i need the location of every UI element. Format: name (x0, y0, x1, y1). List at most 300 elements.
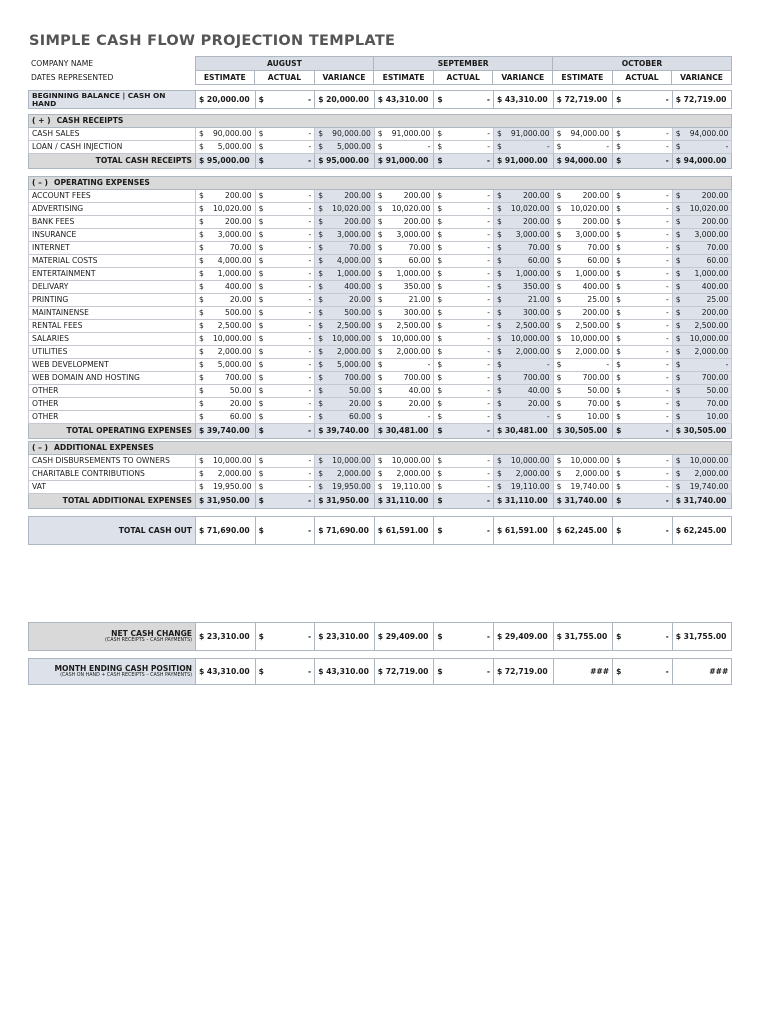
currency-symbol: $ (377, 412, 383, 421)
operating-expenses-table (28, 176, 732, 439)
value-cell (196, 255, 256, 268)
total-value-cell (493, 659, 553, 685)
value-cell (434, 481, 494, 494)
value-cell (434, 229, 494, 242)
value-cell (672, 242, 732, 255)
value-cell (613, 320, 673, 333)
value-cell (493, 128, 553, 141)
subheader-actual: ACTUAL (255, 71, 315, 85)
amount: - (487, 347, 490, 356)
currency-symbol: $ (496, 269, 502, 278)
row-label: LOAN / CASH INJECTION (29, 141, 196, 154)
currency-symbol: $ (437, 399, 443, 408)
value-cell (434, 320, 494, 333)
dash-value: - (665, 525, 669, 535)
value-cell (613, 398, 673, 411)
amount: - (427, 142, 431, 151)
currency-symbol: $ (496, 456, 502, 465)
total-amount: $ 31,740.00 (675, 496, 727, 505)
amount: 2,000.00 (575, 469, 610, 478)
currency-symbol: $ (258, 334, 264, 343)
currency-symbol: $ (318, 282, 324, 291)
amount: 700.00 (522, 373, 550, 382)
value-cell (613, 481, 673, 494)
value-cell (434, 216, 494, 229)
value-cell (255, 190, 315, 203)
currency-symbol: $ (377, 142, 383, 151)
amount: - (308, 334, 312, 343)
row-label: RENTAL FEES (29, 320, 196, 333)
amount: - (725, 360, 729, 369)
amount: - (666, 469, 669, 478)
amount: - (308, 469, 312, 478)
currency-symbol: $ (199, 256, 204, 265)
amount: 20.00 (349, 399, 371, 408)
currency-symbol: $ (616, 282, 621, 291)
currency-symbol: $ (616, 156, 622, 165)
value-cell (196, 385, 256, 398)
total-value-cell (613, 623, 673, 651)
month-ending-cash-table (28, 658, 732, 685)
total-value-cell (672, 623, 732, 651)
value-cell (493, 203, 553, 216)
section-total-label: TOTAL CASH RECEIPTS (29, 154, 196, 169)
amount: - (487, 217, 490, 226)
amount: 1,000.00 (575, 269, 610, 278)
currency-symbol: $ (437, 295, 443, 304)
amount: 2,000.00 (217, 347, 252, 356)
amount: - (308, 482, 312, 491)
row-label: CHARITABLE CONTRIBUTIONS (29, 468, 196, 481)
value-cell (434, 242, 494, 255)
row-note: (CASH ON HAND + CASH RECEIPTS – CASH PAYMENTS) (60, 673, 192, 678)
total-value-cell (553, 494, 613, 509)
currency-symbol: $ (258, 308, 264, 317)
amount: 10,000.00 (332, 456, 371, 465)
currency-symbol: $ (437, 496, 443, 505)
value-cell (374, 268, 434, 281)
dates-represented-label: DATES REPRESENTED (31, 72, 114, 82)
table-row (29, 385, 732, 398)
total-value-cell (672, 424, 732, 439)
amount: - (308, 269, 312, 278)
value-cell (315, 229, 375, 242)
total-value-cell (255, 623, 315, 651)
value-cell (553, 128, 613, 141)
value-cell (374, 190, 434, 203)
value-cell (255, 372, 315, 385)
amount: 2,500.00 (217, 321, 252, 330)
currency-symbol: $ (377, 482, 383, 491)
currency-symbol: $ (616, 347, 621, 356)
table-row (29, 398, 732, 411)
total-amount: $ 43,310.00 (318, 666, 369, 676)
value-cell (672, 307, 732, 320)
amount: 19,950.00 (332, 482, 371, 491)
amount: - (487, 256, 490, 265)
amount: 19,740.00 (570, 482, 610, 491)
value-cell (255, 268, 315, 281)
total-value-cell (493, 623, 553, 651)
dash-value: - (308, 94, 312, 104)
value-cell (374, 481, 434, 494)
currency-symbol: $ (377, 360, 383, 369)
currency-symbol: $ (318, 217, 324, 226)
amount: - (487, 142, 490, 151)
currency-symbol: $ (199, 269, 204, 278)
table-row (29, 229, 732, 242)
amount: 2,000.00 (396, 469, 431, 478)
amount: 50.00 (706, 386, 729, 395)
currency-symbol: $ (377, 373, 383, 382)
currency-symbol: $ (377, 347, 383, 356)
value-cell (493, 216, 553, 229)
currency-symbol: $ (675, 386, 681, 395)
value-cell (493, 255, 553, 268)
value-cell (613, 229, 673, 242)
amount: 21.00 (527, 295, 550, 304)
value-cell (672, 216, 732, 229)
total-amount: $ 23,310.00 (318, 631, 369, 641)
value-cell (493, 294, 553, 307)
currency-symbol: $ (437, 269, 443, 278)
dash-value: - (665, 156, 669, 165)
value-cell (196, 481, 256, 494)
total-value-cell (613, 517, 673, 545)
value-cell (493, 481, 553, 494)
currency-symbol: $ (496, 256, 502, 265)
value-cell (315, 203, 375, 216)
total-value-cell (434, 494, 494, 509)
beginning-balance-label: BEGINNING BALANCE | CASH ON HAND (29, 91, 196, 109)
total-value-cell (196, 517, 256, 545)
currency-symbol: $ (258, 142, 264, 151)
amount: 10,020.00 (570, 204, 610, 213)
value-cell (672, 372, 732, 385)
total-amount: $ 31,740.00 (556, 496, 608, 505)
currency-symbol: $ (437, 129, 443, 138)
amount: - (666, 204, 669, 213)
dash-value: - (308, 666, 312, 676)
currency-symbol: $ (437, 191, 443, 200)
value-cell (315, 141, 375, 154)
amount: 70.00 (527, 243, 550, 252)
amount: 10,000.00 (570, 334, 610, 343)
value-cell (196, 468, 256, 481)
dash-value: - (486, 666, 490, 676)
total-amount: $ 29,409.00 (496, 631, 548, 641)
value-cell (672, 268, 732, 281)
value-cell (553, 372, 613, 385)
value-cell (672, 481, 732, 494)
dash-value: - (308, 525, 312, 535)
value-cell (255, 255, 315, 268)
value-cell (374, 229, 434, 242)
total-value-cell (613, 154, 673, 169)
amount: 350.00 (403, 282, 431, 291)
amount: 300.00 (403, 308, 431, 317)
dash-value: - (665, 631, 669, 641)
total-value-cell (315, 517, 375, 545)
amount: 500.00 (225, 308, 252, 317)
currency-symbol: $ (556, 399, 562, 408)
value-cell (374, 333, 434, 346)
amount: 91,000.00 (391, 129, 431, 138)
currency-symbol: $ (616, 496, 622, 505)
amount: - (487, 269, 490, 278)
amount: 2,000.00 (336, 347, 371, 356)
amount: 10,000.00 (391, 456, 431, 465)
currency-symbol: $ (556, 295, 562, 304)
value-cell (374, 398, 434, 411)
amount: 400.00 (701, 282, 729, 291)
currency-symbol: $ (258, 94, 264, 104)
amount: 94,000.00 (689, 129, 729, 138)
amount: - (487, 321, 490, 330)
value-cell (255, 385, 315, 398)
amount: 500.00 (344, 308, 371, 317)
value-cell (672, 229, 732, 242)
amount: 2,000.00 (336, 469, 371, 478)
row-label: UTILITIES (29, 346, 196, 359)
currency-symbol: $ (318, 347, 324, 356)
value-cell (672, 455, 732, 468)
value-cell (374, 372, 434, 385)
currency-symbol: $ (258, 386, 264, 395)
currency-symbol: $ (616, 191, 621, 200)
amount: 70.00 (587, 399, 610, 408)
total-amount: $ 30,505.00 (556, 426, 608, 435)
value-cell (315, 128, 375, 141)
total-value-cell (553, 424, 613, 439)
currency-symbol: $ (496, 334, 502, 343)
row-label: ADVERTISING (29, 203, 196, 216)
amount: 5,000.00 (336, 360, 371, 369)
amount: 70.00 (706, 243, 729, 252)
total-amount: $ 39,740.00 (199, 426, 250, 435)
value-cell (434, 307, 494, 320)
value-cell (553, 307, 613, 320)
currency-symbol: $ (199, 386, 204, 395)
currency-symbol: $ (318, 456, 324, 465)
dash-value: - (308, 426, 312, 435)
value-cell (493, 398, 553, 411)
amount: 50.00 (349, 386, 371, 395)
currency-symbol: $ (556, 256, 562, 265)
amount: 200.00 (701, 191, 729, 200)
amount: - (546, 142, 550, 151)
value-cell (255, 481, 315, 494)
value-cell (315, 294, 375, 307)
amount: - (487, 482, 490, 491)
value-cell (553, 229, 613, 242)
value-cell (315, 398, 375, 411)
total-amount: $ 29,409.00 (377, 631, 429, 641)
currency-symbol: $ (437, 412, 443, 421)
currency-symbol: $ (556, 243, 562, 252)
amount: 2,500.00 (575, 321, 610, 330)
beginning-value-cell (672, 91, 732, 109)
amount: - (487, 373, 490, 382)
value-cell (672, 190, 732, 203)
value-cell (434, 268, 494, 281)
value-cell (255, 128, 315, 141)
section-title-text: ADDITIONAL EXPENSES (54, 443, 154, 452)
row-label: CASH SALES (29, 128, 196, 141)
value-cell (255, 468, 315, 481)
currency-symbol: $ (496, 230, 502, 239)
amount: 2,000.00 (217, 469, 252, 478)
amount: 70.00 (229, 243, 252, 252)
subheader-estimate: ESTIMATE (553, 71, 613, 85)
currency-symbol: $ (199, 142, 204, 151)
total-value-cell (255, 517, 315, 545)
company-name-label: COMPANY NAME (31, 58, 94, 68)
table-row (29, 294, 732, 307)
amount: - (666, 386, 669, 395)
value-cell (493, 281, 553, 294)
currency-symbol: $ (675, 243, 681, 252)
currency-symbol: $ (496, 399, 502, 408)
currency-symbol: $ (616, 412, 621, 421)
value-cell (434, 346, 494, 359)
value-cell (553, 320, 613, 333)
amount: 40.00 (408, 386, 431, 395)
total-value-cell (613, 424, 673, 439)
amount: 10,000.00 (570, 456, 610, 465)
amount: 5,000.00 (217, 360, 252, 369)
amount: 200.00 (225, 191, 252, 200)
value-cell (315, 281, 375, 294)
section-sign: ( – ) (32, 443, 49, 452)
value-cell (315, 268, 375, 281)
value-cell (672, 333, 732, 346)
currency-symbol: $ (556, 191, 562, 200)
section-title (29, 115, 732, 128)
dash-value: - (308, 631, 312, 641)
currency-symbol: $ (377, 256, 383, 265)
amount: - (666, 142, 669, 151)
currency-symbol: $ (496, 243, 502, 252)
total-amount: $ 31,110.00 (377, 496, 429, 505)
amount: 2,500.00 (396, 321, 431, 330)
total-value-cell (255, 424, 315, 439)
table-row (29, 190, 732, 203)
currency-symbol: $ (199, 347, 204, 356)
amount: 3,000.00 (694, 230, 729, 239)
value-cell (672, 320, 732, 333)
amount: 25.00 (587, 295, 610, 304)
value-cell (434, 372, 494, 385)
currency-symbol: $ (675, 269, 681, 278)
currency-symbol: $ (616, 321, 621, 330)
beginning-value-cell (613, 91, 673, 109)
value-cell (553, 190, 613, 203)
currency-symbol: $ (496, 308, 502, 317)
amount: - (546, 412, 550, 421)
amount: 10,020.00 (332, 204, 371, 213)
dash-value: - (308, 156, 312, 165)
total-value-cell (315, 494, 375, 509)
currency-symbol: $ (377, 386, 383, 395)
value-cell (493, 333, 553, 346)
amount: 25.00 (706, 295, 729, 304)
value-cell (255, 411, 315, 424)
currency-symbol: $ (675, 191, 681, 200)
value-cell (196, 242, 256, 255)
row-label: INTERNET (29, 242, 196, 255)
currency-symbol: $ (258, 469, 264, 478)
amount: 19,950.00 (212, 482, 252, 491)
total-amount: $ 94,000.00 (556, 156, 608, 165)
total-amount: $ 31,755.00 (675, 631, 727, 641)
amount: 1,000.00 (336, 269, 371, 278)
total-value-cell (196, 623, 256, 651)
amount: - (308, 295, 312, 304)
currency-symbol: $ (199, 456, 204, 465)
value-cell (493, 229, 553, 242)
subheader-estimate: ESTIMATE (374, 71, 434, 85)
currency-symbol: $ (496, 142, 502, 151)
total-value-cell (374, 517, 434, 545)
total-amount: $ 94,000.00 (675, 156, 727, 165)
amount: - (308, 399, 312, 408)
total-value-cell (196, 424, 256, 439)
row-label: DELIVARY (29, 281, 196, 294)
value-cell (493, 242, 553, 255)
amount: 2,000.00 (694, 347, 729, 356)
value-cell (493, 320, 553, 333)
dash-value: - (486, 631, 490, 641)
currency-symbol: $ (199, 469, 204, 478)
total-value-cell (553, 659, 613, 685)
amount: 10.00 (706, 412, 729, 421)
total-value-cell (553, 517, 613, 545)
currency-symbol: $ (318, 142, 324, 151)
total-value-cell (315, 424, 375, 439)
currency-symbol: $ (199, 482, 204, 491)
amount: - (546, 360, 550, 369)
total-value-cell (255, 659, 315, 685)
currency-symbol: $ (258, 666, 264, 676)
value-cell (493, 359, 553, 372)
currency-symbol: $ (258, 282, 264, 291)
value-cell (613, 268, 673, 281)
currency-symbol: $ (675, 360, 681, 369)
total-value-cell (493, 517, 553, 545)
currency-symbol: $ (437, 334, 443, 343)
currency-symbol: $ (318, 243, 324, 252)
value-cell (613, 281, 673, 294)
amount: 1,000.00 (396, 269, 431, 278)
amount: 19,110.00 (391, 482, 431, 491)
value-cell (672, 385, 732, 398)
row-label: CASH DISBURSEMENTS TO OWNERS (29, 455, 196, 468)
amount: 10,000.00 (689, 456, 729, 465)
currency-symbol: $ (377, 269, 383, 278)
value-cell (196, 190, 256, 203)
amount: 20.00 (229, 295, 252, 304)
currency-symbol: $ (675, 256, 681, 265)
beginning-balance-table (28, 90, 732, 109)
amount: - (487, 334, 490, 343)
value-cell (672, 141, 732, 154)
amount: 2,000.00 (396, 347, 431, 356)
currency-symbol: $ (437, 204, 443, 213)
amount: - (606, 142, 610, 151)
total-value-cell (196, 659, 256, 685)
subheader-variance: VARIANCE (493, 71, 553, 85)
